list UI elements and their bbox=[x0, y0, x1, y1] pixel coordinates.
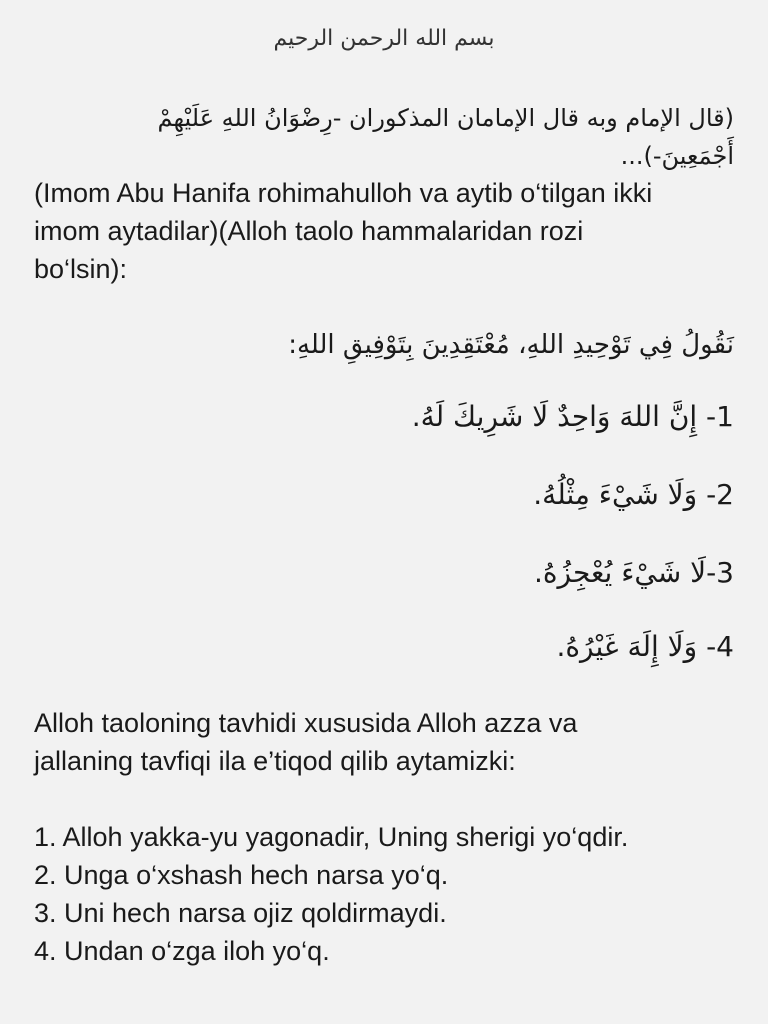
translation-item-4: 4. Undan o‘zga iloh yo‘q. bbox=[34, 936, 330, 966]
intro-arabic-line-2: أَجْمَعِينَ-)... bbox=[620, 142, 734, 170]
arabic-item-4: 4- وَلَا إِلَهَ غَيْرُهُ. bbox=[556, 630, 734, 663]
translation-item-2: 2. Unga o‘xshash hech narsa yo‘q. bbox=[34, 860, 449, 890]
translation-intro-line-2: jallaning tavfiqi ila e’tiqod qilib aytamizki: bbox=[34, 746, 516, 776]
arabic-item-3: 3-لَا شَيْءَ يُعْجِزُهُ. bbox=[533, 556, 734, 589]
translation-item-1: 1. Alloh yakka-yu yagonadir, Uning sherigi yo‘qdir. bbox=[34, 822, 629, 852]
arabic-item-2: 2- وَلَا شَيْءَ مِثْلُهُ. bbox=[533, 478, 734, 511]
verse-intro-arabic: نَقُولُ فِي تَوْحِيدِ اللهِ، مُعْتَقِدِينَ بِتَوْفِيقِ اللهِ: bbox=[288, 330, 734, 360]
basmala-heading: بسم الله الرحمن الرحيم bbox=[273, 26, 495, 51]
intro-latin-line-2: imom aytadilar)(Alloh taolo hammalaridan rozi bbox=[34, 216, 584, 246]
translation-item-3: 3. Uni hech narsa ojiz qoldirmaydi. bbox=[34, 898, 447, 928]
intro-arabic-line-1: (قال الإمام وبه قال الإمامان المذكوران -رِضْوَانُ اللهِ عَلَيْهِمْ bbox=[157, 104, 734, 132]
translation-intro-line-1: Alloh taoloning tavhidi xususida Alloh azza va bbox=[34, 708, 578, 738]
arabic-item-1: 1- إِنَّ اللهَ وَاحِدٌ لَا شَرِيكَ لَهُ. bbox=[411, 400, 734, 433]
intro-latin-line-1: (Imom Abu Hanifa rohimahulloh va aytib o‘tilgan ikki bbox=[34, 178, 653, 208]
intro-latin-line-3: bo‘lsin): bbox=[34, 254, 128, 284]
